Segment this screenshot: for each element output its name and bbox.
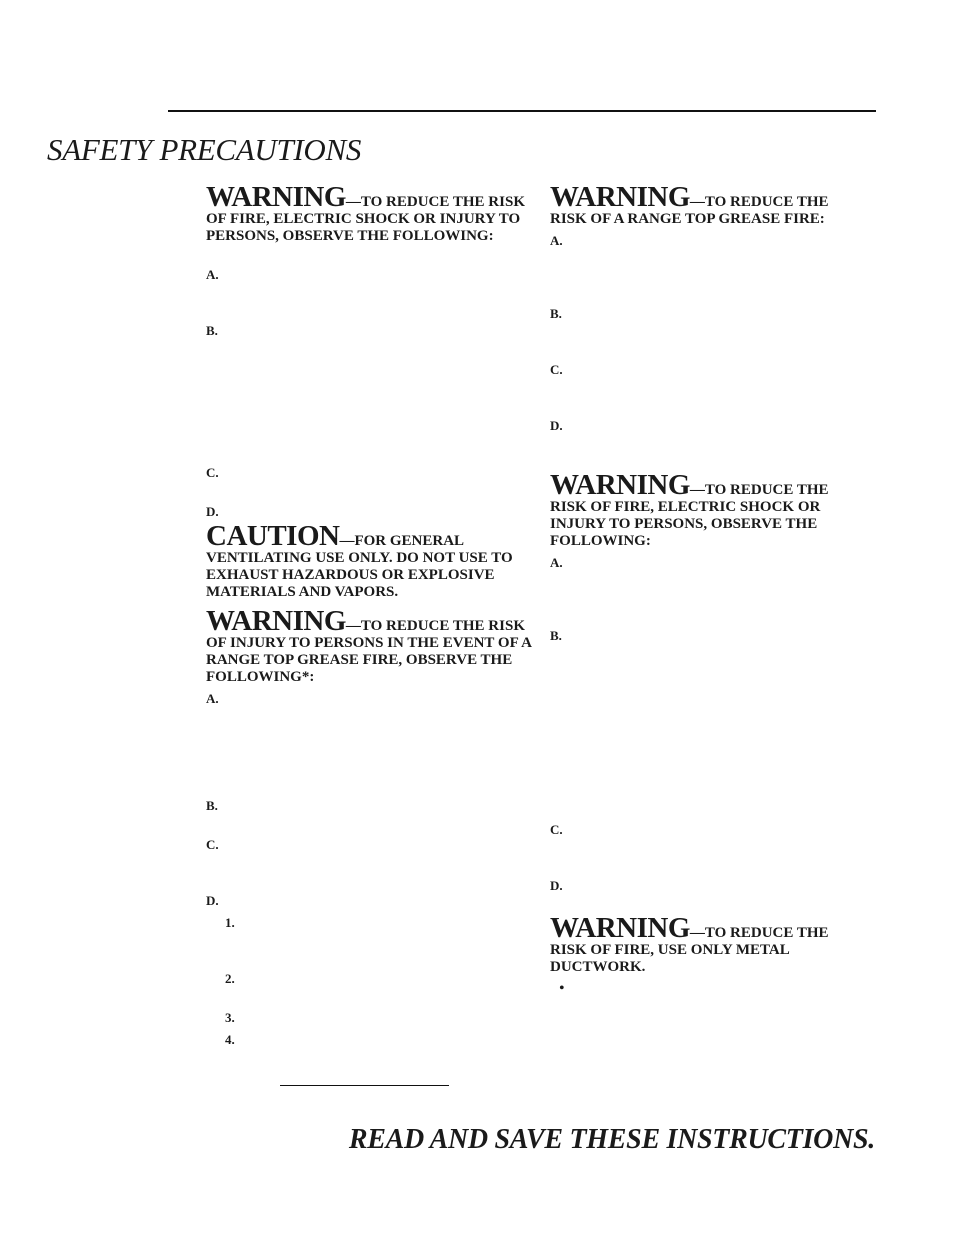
left-w2-item-d: D.	[206, 893, 219, 908]
right-warning-1	[550, 181, 850, 228]
right-warning-3	[550, 912, 850, 976]
right-w1-item-c: C.	[550, 362, 563, 377]
warning-text: —TO REDUCE THE RISK OF INJURY TO PERSONS IN THE EVENT OF A RANGE TOP GREASE FIRE, OBSERVE THE FOLLOWING*:	[206, 618, 532, 685]
left-w2-subitem-4: 4.	[225, 1032, 235, 1047]
left-warning-1	[206, 181, 536, 245]
warning-keyword: WARNING	[206, 181, 346, 213]
warning-keyword: WARNING	[550, 912, 690, 944]
right-w2-item-c: C.	[550, 822, 563, 837]
left-warning-2	[206, 605, 536, 686]
right-w2-item-d: D.	[550, 878, 563, 893]
footer-title: READ AND SAVE THESE INSTRUCTIONS.	[348, 1124, 875, 1155]
left-w2-item-c: C.	[206, 837, 219, 852]
left-w1-item-a: A.	[206, 267, 219, 282]
left-caution	[206, 520, 536, 601]
left-w1-item-b: B.	[206, 323, 218, 338]
top-rule	[168, 110, 876, 112]
warning-text: —TO REDUCE THE RISK OF FIRE, USE ONLY METAL DUCTWORK.	[550, 925, 829, 975]
caution-text: —FOR GENERAL VENTILATING USE ONLY. DO NOT USE TO EXHAUST HAZARDOUS OR EXPLOSIVE MATERIALS AND VAPORS.	[206, 533, 513, 600]
right-warning-2	[550, 469, 850, 550]
right-w2-item-b: B.	[550, 628, 562, 643]
page-title: SAFETY PRECAUTIONS	[47, 132, 362, 167]
right-w1-item-a: A.	[550, 233, 563, 248]
left-w1-item-c: C.	[206, 465, 219, 480]
left-w2-subitem-1: 1.	[225, 915, 235, 930]
warning-keyword: WARNING	[206, 605, 346, 637]
footnote-rule	[280, 1085, 449, 1086]
warning-keyword: WARNING	[550, 469, 690, 501]
right-w3-bullet: •	[559, 980, 565, 997]
warning-text: —TO REDUCE THE RISK OF FIRE, ELECTRIC SHOCK OR INJURY TO PERSONS, OBSERVE THE FOLLOWING:	[550, 482, 829, 549]
warning-text: —TO REDUCE THE RISK OF FIRE, ELECTRIC SHOCK OR INJURY TO PERSONS, OBSERVE THE FOLLOWING:	[206, 194, 525, 244]
left-w1-item-d: D.	[206, 504, 219, 519]
left-w2-item-b: B.	[206, 798, 218, 813]
left-w2-subitem-2: 2.	[225, 971, 235, 986]
warning-keyword: WARNING	[550, 181, 690, 213]
caution-keyword: CAUTION	[206, 520, 340, 552]
right-w2-item-a: A.	[550, 555, 563, 570]
warning-text: —TO REDUCE THE RISK OF A RANGE TOP GREASE FIRE:	[550, 194, 829, 227]
right-w1-item-d: D.	[550, 418, 563, 433]
right-w1-item-b: B.	[550, 306, 562, 321]
left-w2-subitem-3: 3.	[225, 1010, 235, 1025]
left-w2-item-a: A.	[206, 691, 219, 706]
